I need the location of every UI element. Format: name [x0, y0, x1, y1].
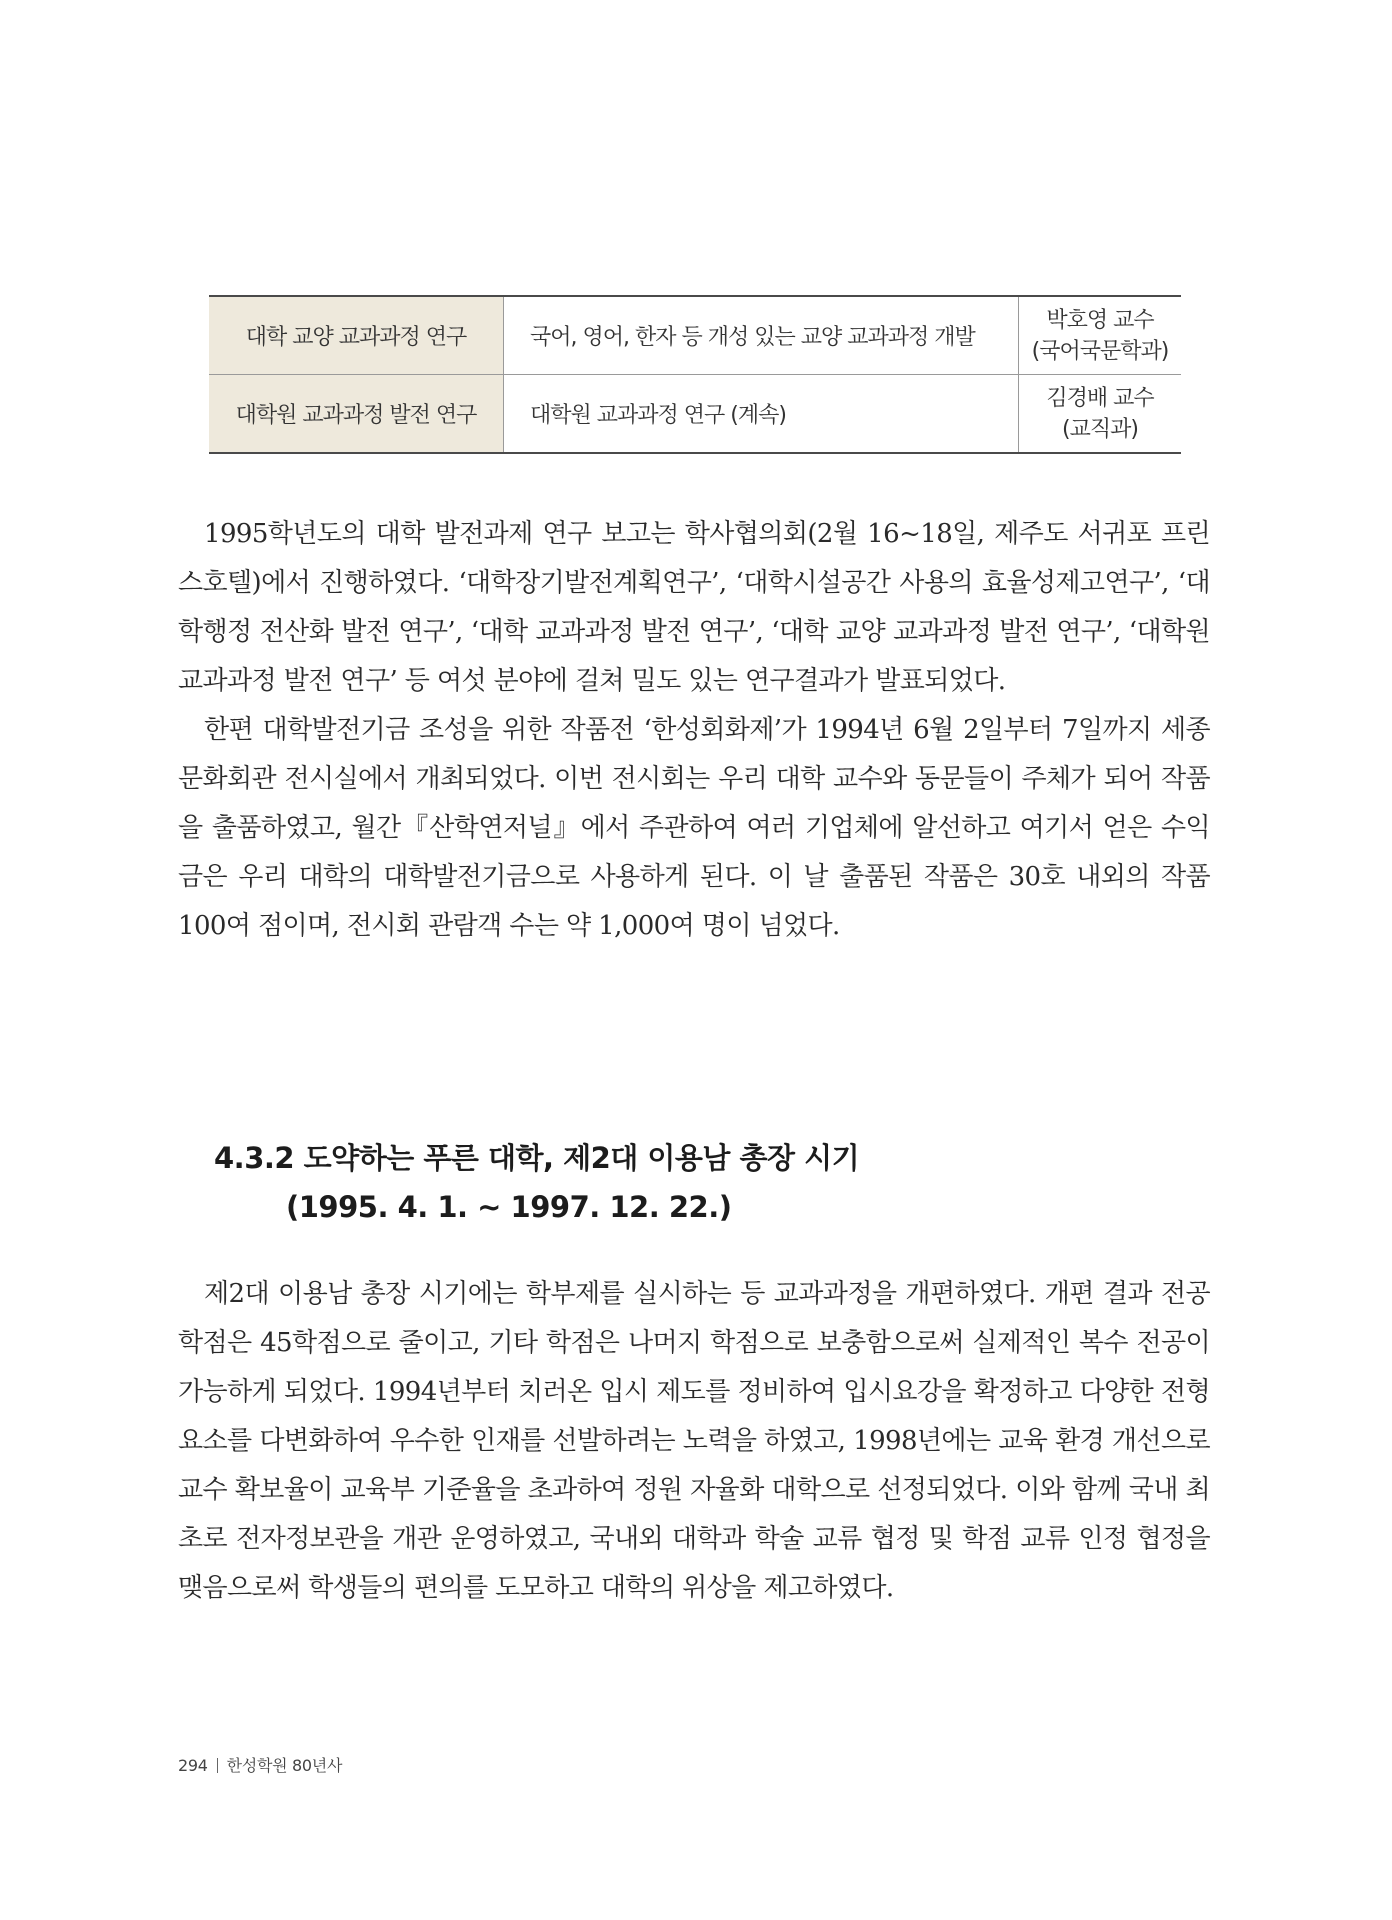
lead-name: 박호영 교수 [1046, 307, 1154, 333]
lead-department: (교직과) [1062, 416, 1138, 442]
paragraph: 한편 대학발전기금 조성을 위한 작품전 ‘한성회화제’가 1994년 6월 2일부터 7일까지 세종문화회관 전시실에서 개최되었다. 이번 전시회는 우리 대학 교수와 동문들이 주체가 되어 작품을 출품하였고, 월간『산학연저널』에서 주관하여 여러 기업체에 알선하고 여기서 얻은 수익금은 우리 대학의 대학발전기금으로 사용하게 된다. 이 날 출품된 작품은 30호 내외의 작품 100여 점이며, 전시회 관람객 수는 약 1,000여 명이 넘었다. [178, 715, 1210, 941]
research-table [209, 295, 1181, 454]
body-text-top [178, 510, 1210, 951]
table-row [209, 296, 1181, 375]
lead-department: (국어국문학과) [1031, 338, 1169, 364]
page-number: 294 [178, 1756, 208, 1775]
table-row [209, 375, 1181, 454]
footer-divider [217, 1758, 218, 1773]
research-description-cell: 대학원 교과과정 연구 (계속) [504, 375, 1019, 454]
page-footer [178, 1753, 342, 1776]
research-name-cell: 대학 교양 교과과정 연구 [209, 296, 504, 375]
book-title: 한성학원 80년사 [226, 1756, 343, 1775]
research-description-cell: 국어, 영어, 한자 등 개성 있는 교양 교과과정 개발 [504, 296, 1019, 375]
lead-name: 김경배 교수 [1046, 385, 1154, 411]
research-lead-cell [1019, 375, 1182, 454]
paragraph: 제2대 이용남 총장 시기에는 학부제를 실시하는 등 교과과정을 개편하였다. 개편 결과 전공학점은 45학점으로 줄이고, 기타 학점은 나머지 학점으로 보충함으로써 실제적인 복수 전공이 가능하게 되었다. 1994년부터 치러온 입시 제도를 정비하여 입시요강을 확정하고 다양한 전형요소를 다변화하여 우수한 인재를 선발하려는 노력을 하였고, 1998년에는 교육 환경 개선으로 교수 확보율이 교육부 기준율을 초과하여 정원 자율화 대학으로 선정되었다. 이와 함께 국내 최초로 전자정보관을 개관 운영하였고, 국내외 대학과 학술 교류 협정 및 학점 교류 인정 협정을 맺음으로써 학생들의 편의를 도모하고 대학의 위상을 제고하였다. [178, 1279, 1210, 1603]
section-title: 4.3.2 도약하는 푸른 대학, 제2대 이용남 총장 시기 [214, 1141, 860, 1175]
section-heading [214, 1134, 859, 1232]
body-text-bottom [178, 1270, 1210, 1613]
research-lead-cell [1019, 296, 1182, 375]
section-period: (1995. 4. 1. ~ 1997. 12. 22.) [286, 1190, 732, 1224]
paragraph: 1995학년도의 대학 발전과제 연구 보고는 학사협의회(2월 16~18일, 제주도 서귀포 프린스호텔)에서 진행하였다. ‘대학장기발전계획연구’, ‘대학시설공간 사용의 효율성제고연구’, ‘대학행정 전산화 발전 연구’, ‘대학 교과과정 발전 연구’, ‘대학 교양 교과과정 발전 연구’, ‘대학원 교과과정 발전 연구’ 등 여섯 분야에 걸쳐 밀도 있는 연구결과가 발표되었다. [178, 519, 1210, 696]
research-name-cell: 대학원 교과과정 발전 연구 [209, 375, 504, 454]
